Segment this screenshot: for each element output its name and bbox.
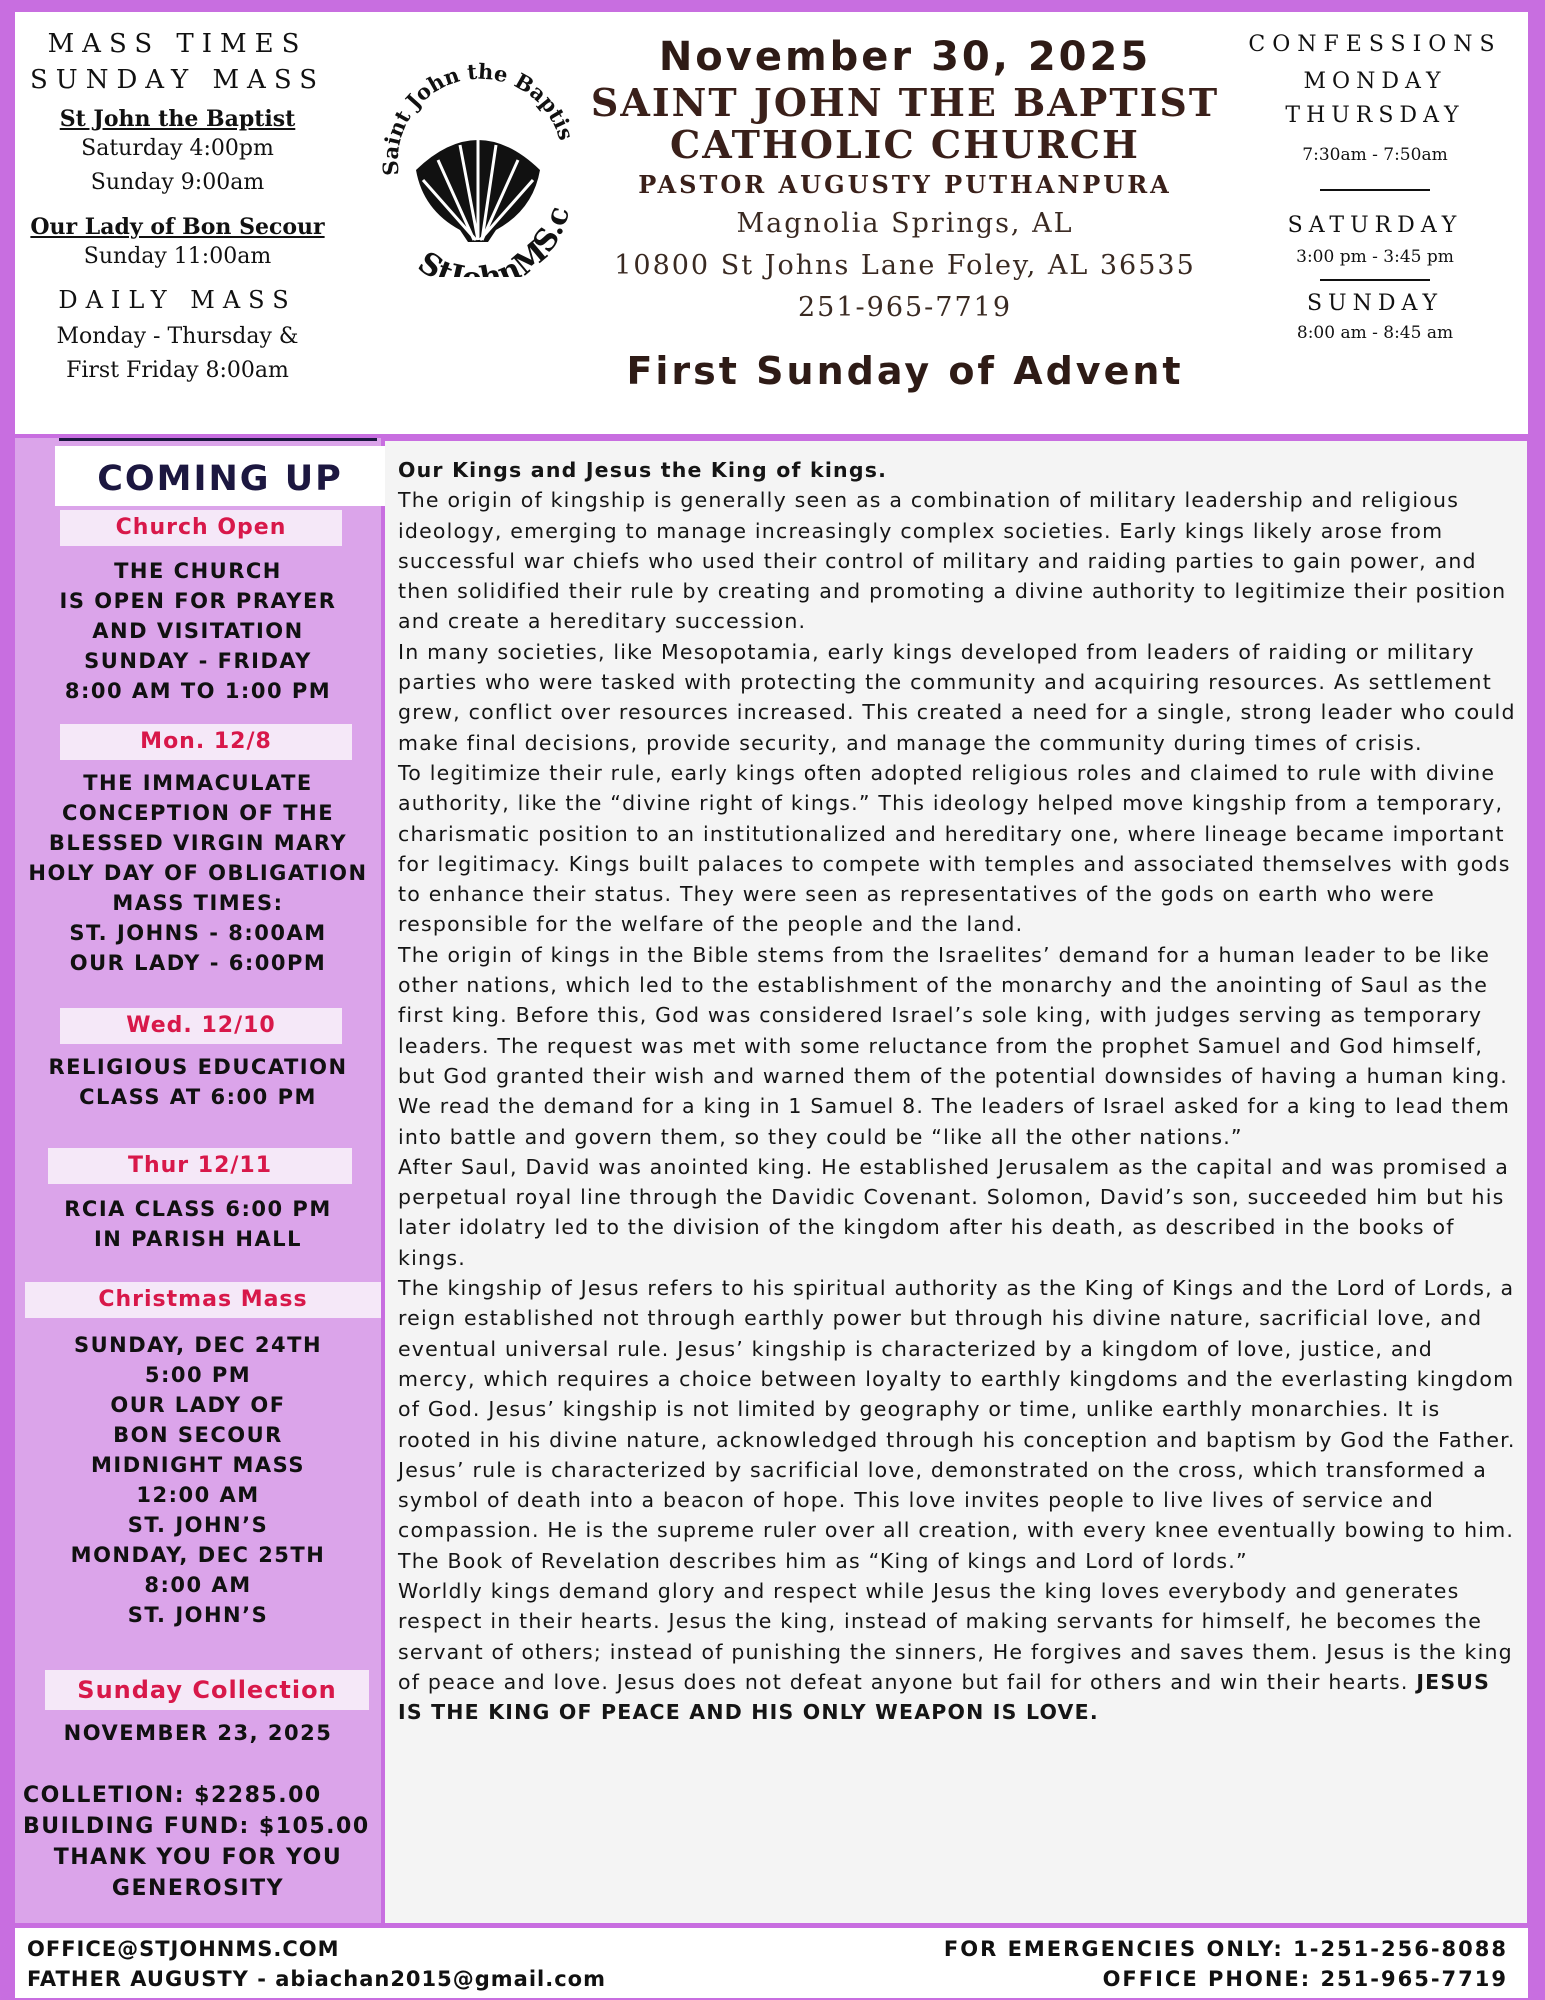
event-line: OUR LADY OF	[110, 1393, 286, 1417]
article-title: Our Kings and Jesus the King of kings.	[398, 458, 888, 482]
event-line: ST. JOHN’S	[127, 1603, 269, 1627]
event-label-church-open: Church Open	[60, 510, 342, 546]
daily-mass-title: DAILY MASS	[58, 286, 297, 314]
event-line: 8:00 AM TO 1:00 PM	[64, 679, 332, 703]
pastor-name: PASTOR AUGUSTY PUTHANPURA	[638, 170, 1172, 199]
event-line: HOLY DAY OF OBLIGATION	[28, 861, 368, 885]
article-panel	[385, 441, 1527, 1923]
sunday-mass-title: SUNDAY MASS	[29, 65, 326, 95]
father-email-link[interactable]: FATHER AUGUSTY - abiachan2015@gmail.com	[27, 1967, 606, 1991]
liturgical-occasion: First Sunday of Advent	[626, 349, 1184, 393]
event-label-mon-12-8: Mon. 12/8	[60, 724, 352, 760]
mass-times-title: MASS TIMES	[47, 29, 308, 59]
event-line: SUNDAY, DEC 24TH	[73, 1333, 323, 1357]
event-line: 5:00 PM	[144, 1363, 252, 1387]
article-closing-bold: JESUS IS THE KING OF PEACE AND HIS ONLY WEAPON IS LOVE.	[398, 1669, 1491, 1725]
article-paragraph: The origin of kings in the Bible stems from the Israelites’ demand for a human leader to be like other nations, which led to the establishment of the monarchy and the anointing of Saul as the first king. Before this, God was considered Israel’s sole king, with judges serving as temporary leaders. The request was met with some reluctance from the prophet Samuel and God himself, but God granted their wish and warned them of the potential downsides of having a human king. We read the demand for a king in 1 Samuel 8. The leaders of Israel asked for a king to lead them into battle and govern them, so they could be “like all the other nations.”	[398, 942, 1511, 1149]
article-paragraph: The origin of kingship is generally seen as a combination of military leadership and religious ideology, emerging to manage increasingly complex societies. Early kings likely arose from successful war chiefs who used their control of military and raiding parties to gain power, and then solidified their rule by creating and promoting a divine authority to legitimize their position and create a hereditary succession.	[398, 488, 1507, 634]
event-line: ST. JOHN’S	[127, 1513, 269, 1537]
article-paragraph: Jesus’ rule is characterized by sacrificial love, demonstrated on the cross, which transformed a symbol of death into a beacon of hope. This love invites people to live lives of service and compassion. He is the supreme ruler over all creation, with every knee eventually bowing to him. The Book of Revelation describes him as “King of kings and Lord of lords.”	[398, 1457, 1515, 1573]
article-paragraph-final	[398, 1576, 1518, 1727]
event-line: NOVEMBER 23, 2025	[63, 1721, 333, 1745]
coming-up-heading: COMING UP	[55, 446, 385, 506]
confession-time-weekday: 7:30am - 7:50am	[1302, 145, 1448, 165]
event-line: MIDNIGHT MASS	[91, 1453, 305, 1477]
event-line: BON SECOUR	[113, 1423, 283, 1447]
church1-sunday: Sunday 9:00am	[90, 170, 265, 195]
logo-arc-text: Saint John the Baptis	[377, 62, 580, 177]
event-line: ST. JOHNS - 8:00AM	[69, 921, 327, 945]
coming-up-sidebar	[15, 438, 381, 1923]
church-logo-svg	[370, 62, 585, 277]
event-immaculate-conception	[15, 768, 381, 978]
collection-amount: COLLETION: $2285.00	[23, 1783, 322, 1808]
event-line: RELIGIOUS EDUCATION	[48, 1055, 348, 1079]
thank-you-line2: GENEROSITY	[111, 1876, 285, 1901]
article-body	[398, 455, 1518, 1727]
header-panel	[15, 12, 1528, 434]
confession-time-sunday: 8:00 am - 8:45 am	[1296, 323, 1454, 343]
church-logo	[370, 62, 585, 277]
divider	[1320, 279, 1430, 281]
event-line: MONDAY, DEC 25TH	[70, 1543, 326, 1567]
office-phone: OFFICE PHONE: 251-965-7719	[1102, 1967, 1508, 1991]
event-line: MASS TIMES:	[112, 891, 284, 915]
footer-bar	[15, 1928, 1528, 1998]
collection-summary	[15, 1780, 381, 1904]
article-paragraph: In many societies, like Mesopotamia, early kings developed from leaders of raiding or military parties who were tasked with protecting the community and acquiring resources. As settlement grew, conflict over resources increased. This created a need for a single, strong leader who could make final decisions, provide security, and manage the community during times of crisis.	[398, 639, 1516, 755]
article-paragraph: After Saul, David was anointed king. He established Jerusalem as the capital and was promised a perpetual royal line through the Davidic Covenant. Solomon, David’s son, succeeded him but his later idolatry led to the division of the kingdom after his death, as described in the books of kings.	[398, 1154, 1510, 1270]
emergency-phone: FOR EMERGENCIES ONLY: 1-251-256-8088	[943, 1937, 1508, 1961]
footer-contact-left	[27, 1934, 606, 1994]
confession-time-saturday: 3:00 pm - 3:45 pm	[1296, 247, 1454, 267]
event-line: OUR LADY - 6:00PM	[69, 951, 327, 975]
confessions-block	[1225, 32, 1525, 343]
bulletin-date: November 30, 2025	[658, 34, 1152, 80]
confession-day-sunday: SUNDAY	[1306, 291, 1444, 316]
article-paragraph: The kingship of Jesus refers to his spiritual authority as the King of Kings and the Lord of Lords, a reign established not through earthly power but through his divine nature, sacrificial love, and eventual universal rule. Jesus’ kingship is characterized by a kingdom of love, justice, and mercy, which requires a choice between loyalty to earthly kingdoms and the everlasting kingdom of God. Jesus’ kingship is not limited by geography or time, unlike earthly monarchies. It is rooted in his divine nature, acknowledged through his conception and baptism by God the Father.	[398, 1276, 1516, 1452]
event-line: BLESSED VIRGIN MARY	[48, 831, 348, 855]
church2-name: Our Lady of Bon Secour	[30, 214, 325, 240]
office-email-link[interactable]: OFFICE@STJOHNMS.COM	[27, 1937, 340, 1961]
title-block	[575, 32, 1235, 393]
church-name-line2: CATHOLIC CHURCH	[670, 122, 1140, 167]
divider	[59, 438, 377, 441]
confession-day-thursday: THURSDAY	[1285, 103, 1465, 128]
scallop-shell-icon	[416, 140, 540, 242]
event-label-thur-12-11: Thur 12/11	[48, 1148, 352, 1184]
church1-name: St John the Baptist	[59, 106, 296, 132]
confession-day-monday: MONDAY	[1303, 69, 1447, 94]
event-line: CONCEPTION OF THE	[61, 801, 335, 825]
footer-contact-right	[944, 1934, 1508, 1994]
confessions-title: CONFESSIONS	[1248, 32, 1502, 57]
event-label-sunday-collection: Sunday Collection	[45, 1670, 369, 1710]
thank-you-line1: THANK YOU FOR YOU	[53, 1845, 343, 1870]
event-rcia-class	[15, 1194, 381, 1254]
building-fund-amount: BUILDING FUND: $105.00	[23, 1814, 370, 1839]
event-line: CLASS AT 6:00 PM	[79, 1085, 317, 1109]
event-christmas-mass	[15, 1330, 381, 1630]
article-paragraph: To legitimize their rule, early kings often adopted religious roles and claimed to rule with divine authority, like the “divine right of kings.” This ideology helped move kingship from a temporary, charismatic position to an institutionalized and hereditary one, where lineage became important for legitimacy. Kings built palaces to compete with temples and associated themselves with gods to enhance their status. They were seen as representatives of the gods on earth who were responsible for the welfare of the people and the land.	[398, 760, 1511, 937]
church-phone: 251-965-7719	[797, 292, 1013, 323]
event-line: THE IMMACULATE	[83, 771, 313, 795]
confession-day-saturday: SATURDAY	[1287, 213, 1463, 238]
event-label-wed-12-10: Wed. 12/10	[60, 1008, 342, 1044]
divider	[1320, 189, 1430, 191]
church1-saturday: Saturday 4:00pm	[81, 136, 274, 161]
event-religious-education	[15, 1052, 381, 1112]
event-line: IS OPEN FOR PRAYER	[59, 589, 337, 613]
church-address: 10800 St Johns Lane Foley, AL 36535	[614, 250, 1196, 281]
event-line: IN PARISH HALL	[93, 1227, 302, 1251]
article-text: Worldly kings demand glory and respect while Jesus the king loves everybody and generates respect in their hearts. Jesus the king, instead of making servants for himself, he becomes the servant of others; instead of punishing the sinners, He forgives and saves them. Jesus is the king of peace and love. Jesus does not defeat anyone but fail for others and win their hearts.	[398, 1578, 1513, 1694]
event-line: AND VISITATION	[92, 619, 304, 643]
event-line: THE CHURCH	[114, 559, 282, 583]
event-line: SUNDAY - FRIDAY	[84, 649, 312, 673]
church2-sunday: Sunday 11:00am	[83, 244, 272, 269]
church-name-line1: SAINT JOHN THE BAPTIST	[590, 80, 1220, 125]
collection-date	[15, 1718, 381, 1748]
event-church-open	[15, 556, 381, 706]
mass-times-block	[15, 26, 340, 388]
event-line: 12:00 AM	[136, 1483, 260, 1507]
event-line: 8:00 AM	[144, 1573, 252, 1597]
daily-mass-line1: Monday - Thursday &	[56, 324, 299, 349]
event-label-christmas-mass: Christmas Mass	[25, 1282, 381, 1318]
daily-mass-line2: First Friday 8:00am	[66, 358, 289, 383]
event-line: RCIA CLASS 6:00 PM	[64, 1197, 332, 1221]
church-city: Magnolia Springs, AL	[736, 208, 1074, 239]
logo-url-text: StJ nMS.c	[411, 202, 578, 277]
